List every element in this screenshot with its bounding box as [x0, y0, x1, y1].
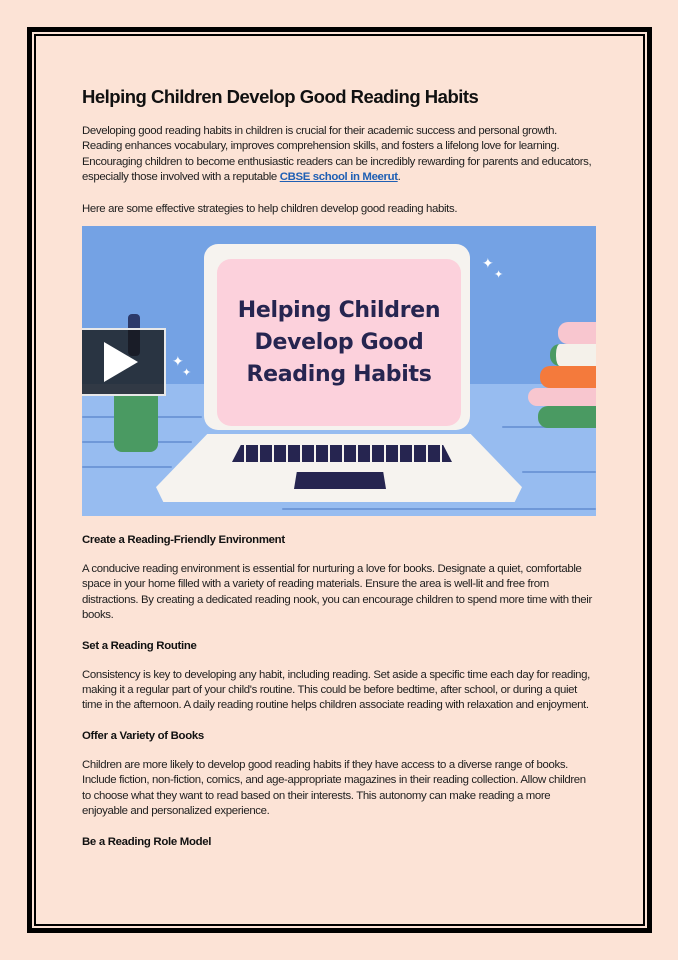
- sparkle-icon: ✦: [482, 255, 494, 272]
- document-body: [82, 84, 596, 850]
- lead-paragraph: Here are some effective strategies to help children develop good reading habits.: [82, 202, 458, 215]
- hero-video-thumbnail[interactable]: [82, 226, 596, 516]
- pencil-cup-icon: [114, 394, 158, 452]
- section-body: A conducive reading environment is essential for nurturing a love for books. Designate a quiet, comfortable space in your home filled with a variety of reading materials. Ensure the area is well-lit and free from distractions. By creating a dedicated reading nook, you can encourage children to spend more time with their books.: [82, 563, 592, 622]
- laptop-display: [217, 259, 461, 426]
- sparkle-icon: ✦: [172, 353, 184, 370]
- section-heading: Be a Reading Role Model: [82, 835, 212, 848]
- book-icon: [528, 388, 596, 406]
- book-icon: [550, 344, 596, 366]
- section-heading: Set a Reading Routine: [82, 639, 197, 652]
- cbse-school-link[interactable]: CBSE school in Meerut: [279, 171, 398, 184]
- desk-line: [82, 466, 172, 468]
- section-body: Consistency is key to developing any habit, including reading. Set aside a specific time each day for reading, making it a regular part of your child's routine. This could be before bedtime, after school, or during a quiet time in the afternoon. A daily reading routine helps children associate reading with relaxation and enjoyment.: [82, 668, 590, 712]
- section-heading: Create a Reading-Friendly Environment: [82, 534, 285, 547]
- laptop-keyboard: [232, 445, 452, 462]
- play-button[interactable]: [82, 328, 166, 396]
- intro-text: Developing good reading habits in children is crucial for their academic success and personal growth. Reading enhances vocabulary, improves comprehension skills, and fosters a lifelong love for learning. Encouraging children to become enthusiastic readers can be incredibly rewarding for parents and educators, especially those involved with a reputable: [82, 125, 592, 184]
- sparkle-icon: ✦: [494, 269, 504, 282]
- laptop-base: [156, 434, 522, 502]
- page-title: Helping Children Develop Good Reading Habits: [82, 86, 479, 107]
- section-body: Children are more likely to develop good reading habits if they have access to a diverse range of books. Include fiction, non-fiction, comics, and age-appropriate magazines in their reading collection. Allow children to choose what they want to read based on their interests. This autonomy can make reading a more enjoyable and personalized experience.: [82, 758, 586, 818]
- desk-line: [522, 471, 596, 473]
- desk-line: [282, 508, 596, 510]
- hero-title-text: Helping Children Develop Good Reading Habits: [237, 297, 441, 387]
- intro-text-end: .: [397, 171, 401, 184]
- intro-paragraph: [82, 124, 596, 186]
- book-icon: [558, 322, 596, 344]
- laptop-trackpad: [294, 472, 386, 489]
- section-heading: Offer a Variety of Books: [82, 729, 204, 742]
- play-icon: [104, 342, 138, 382]
- sparkle-icon: ✦: [182, 367, 192, 380]
- book-icon: [538, 406, 596, 428]
- book-icon: [540, 366, 596, 388]
